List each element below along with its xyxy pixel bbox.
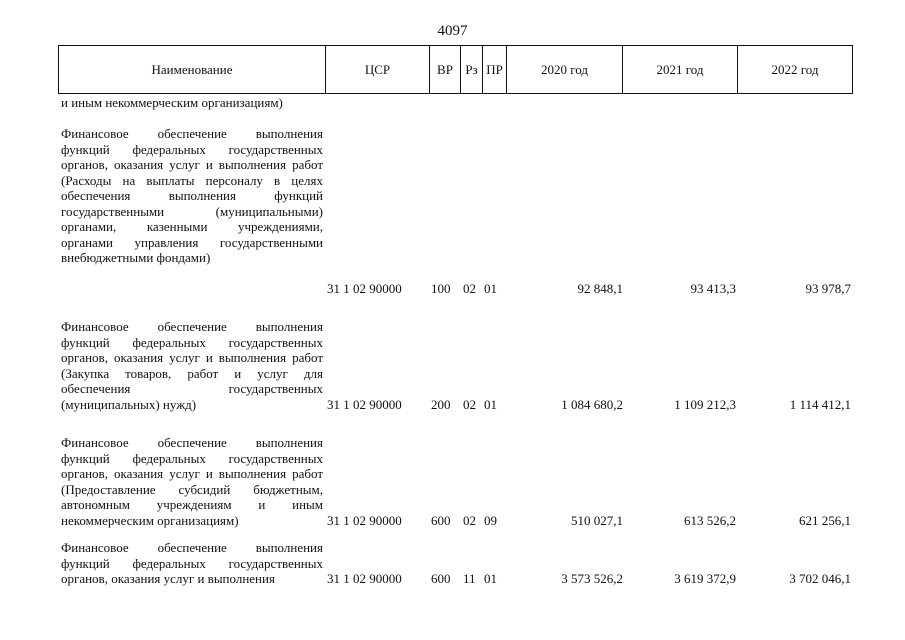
row-value-2022: 621 256,1	[799, 513, 851, 528]
row-csr: 31 1 02 90000	[327, 513, 402, 528]
row-csr: 31 1 02 90000	[327, 571, 402, 586]
row-value-2020: 510 027,1	[571, 513, 623, 528]
row-rz: 11	[463, 571, 476, 586]
column-header-rz: Рз	[461, 46, 483, 94]
page-number: 4097	[437, 23, 468, 39]
row-pr: 01	[484, 281, 497, 296]
row-value-2020: 92 848,1	[577, 281, 623, 296]
row-pr: 01	[484, 571, 497, 586]
row-csr: 31 1 02 90000	[327, 397, 402, 412]
row-pr: 09	[484, 513, 497, 528]
carry-over-text: и иным некоммерческим организациям)	[61, 95, 283, 110]
row-value-2021: 613 526,2	[684, 513, 736, 528]
row-value-2021: 1 109 212,3	[674, 397, 736, 412]
row-vr: 600	[431, 513, 451, 528]
column-header-csr: ЦСР	[326, 46, 430, 94]
row-value-2021: 93 413,3	[690, 281, 736, 296]
column-header-2020: 2020 год	[507, 46, 623, 94]
row-name: Финансовое обеспечение выполнения функций федеральных государственных органов, оказания услуг и выполнения работ (Расходы на выплаты персоналу в целях обеспечения выполнения функций государственными (муниципальными) органами, казенными учреждениями, органами управления государственными внебюджетными фондами)	[61, 126, 323, 265]
row-value-2020: 1 084 680,2	[561, 397, 623, 412]
row-name: Финансовое обеспечение выполнения функций федеральных государственных органов, оказания услуг и выполнения	[61, 540, 323, 586]
row-vr: 100	[431, 281, 451, 296]
column-header-vr: ВР	[430, 46, 461, 94]
table-header	[58, 45, 853, 94]
row-rz: 02	[463, 397, 476, 412]
row-pr: 01	[484, 397, 497, 412]
row-value-2020: 3 573 526,2	[561, 571, 623, 586]
column-header-2022: 2022 год	[738, 46, 853, 94]
row-vr: 200	[431, 397, 451, 412]
row-name: Финансовое обеспечение выполнения функций федеральных государственных органов, оказания услуг и выполнения работ (Закупка товаров, работ и услуг для обеспечения государственных (муниципальных) нужд)	[61, 319, 323, 412]
row-rz: 02	[463, 513, 476, 528]
column-header-pr: ПР	[483, 46, 507, 94]
row-vr: 600	[431, 571, 451, 586]
row-name: Финансовое обеспечение выполнения функций федеральных государственных органов, оказания услуг и выполнения работ (Предоставление субсидий бюджетным, автономным учреждениям и иным некоммерческим организациям)	[61, 435, 323, 528]
row-value-2022: 3 702 046,1	[789, 571, 851, 586]
row-value-2022: 1 114 412,1	[789, 397, 851, 412]
row-value-2022: 93 978,7	[805, 281, 851, 296]
row-value-2021: 3 619 372,9	[674, 571, 736, 586]
column-header-name: Наименование	[59, 46, 326, 94]
column-header-2021: 2021 год	[623, 46, 738, 94]
row-rz: 02	[463, 281, 476, 296]
row-csr: 31 1 02 90000	[327, 281, 402, 296]
